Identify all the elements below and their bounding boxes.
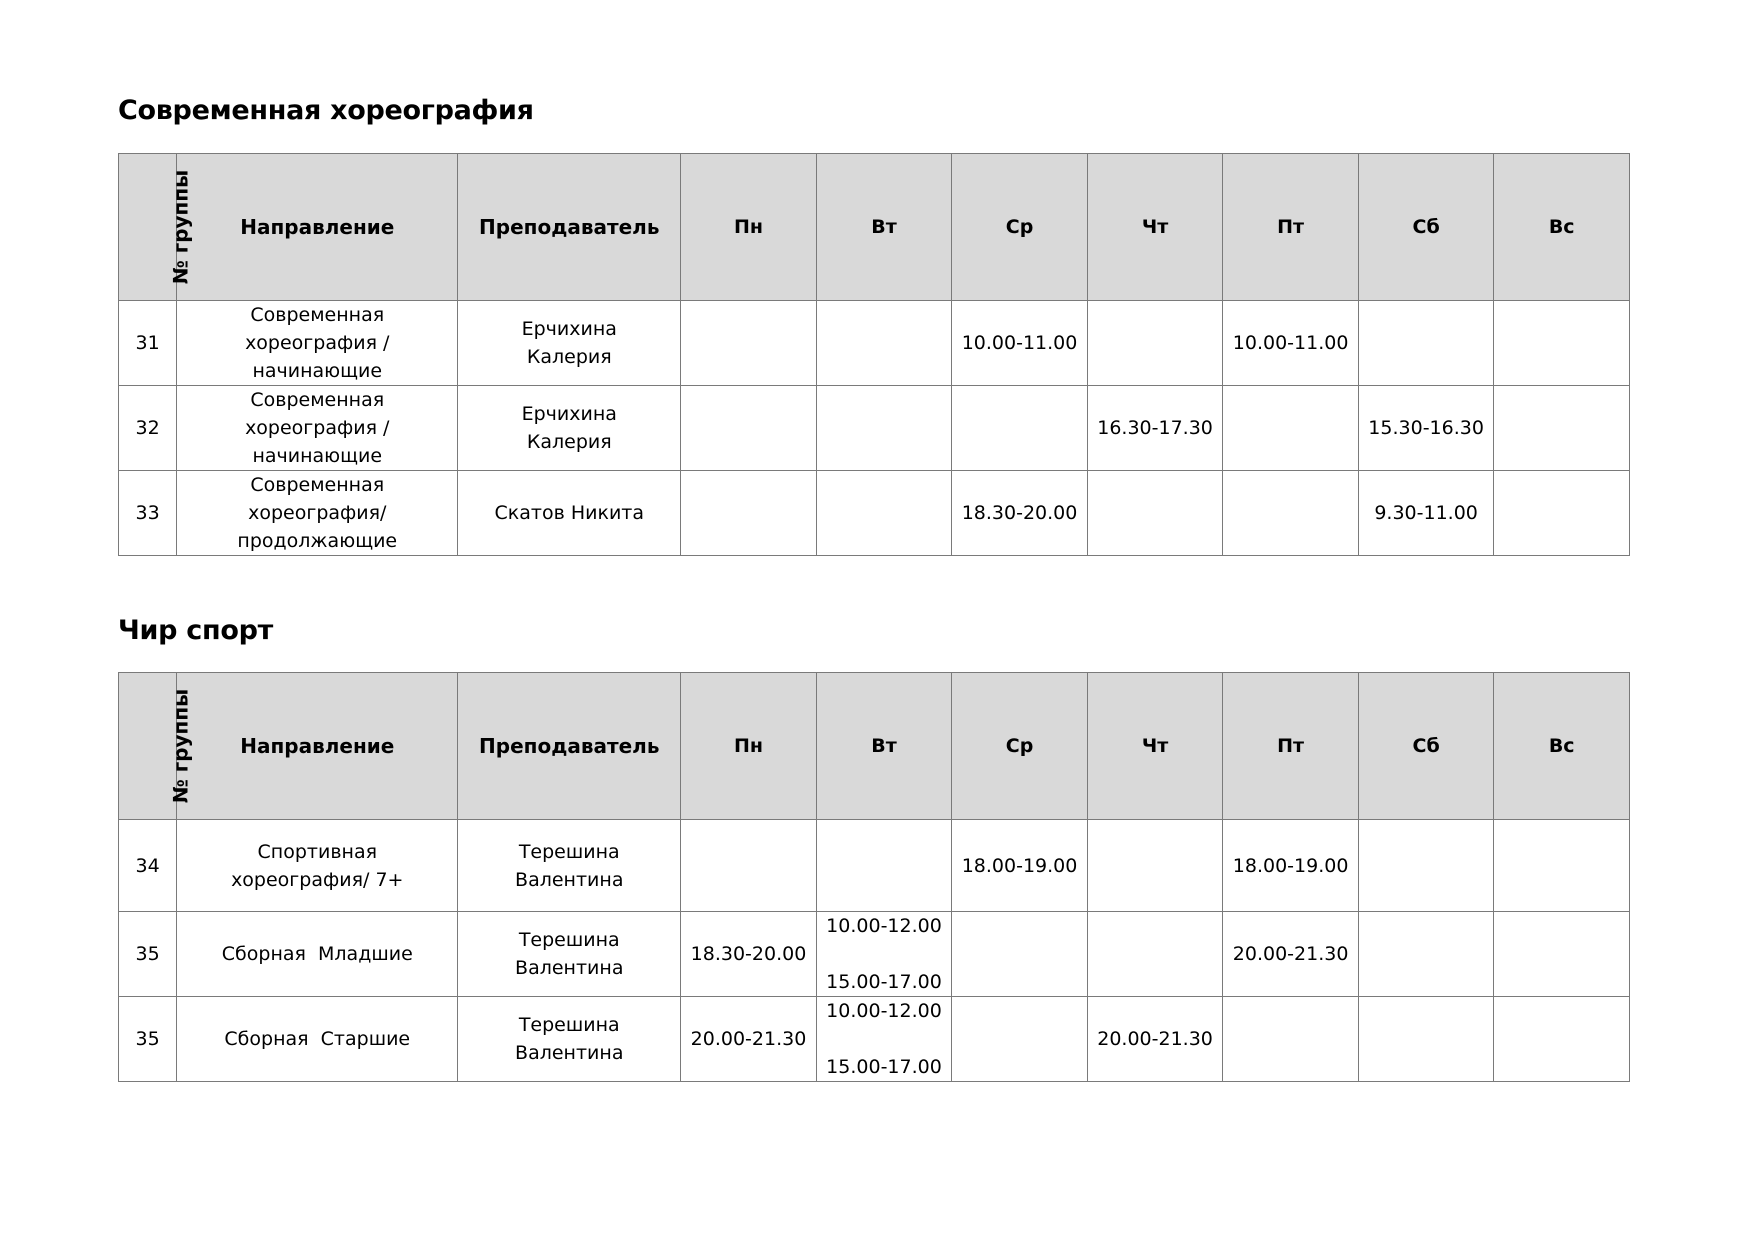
sun-cell (1494, 820, 1630, 912)
fri-cell (1223, 997, 1359, 1082)
direction-cell: Современная хореография / начинающие (177, 301, 458, 386)
header-teacher: Преподаватель (458, 673, 681, 820)
wed-cell: 18.00-19.00 (952, 820, 1088, 912)
group-number: 35 (119, 997, 177, 1082)
group-number: 33 (119, 471, 177, 556)
header-wed: Ср (952, 154, 1088, 301)
tue-time-1: 10.00-12.00 (826, 915, 942, 937)
table-row (119, 471, 1630, 556)
group-number: 32 (119, 386, 177, 471)
table-row (119, 997, 1630, 1082)
teacher-cell: Скатов Никита (458, 471, 681, 556)
fri-cell (1223, 386, 1359, 471)
sat-cell (1358, 820, 1494, 912)
teacher-cell: Терешина Валентина (458, 997, 681, 1082)
header-sun: Вс (1494, 154, 1630, 301)
wed-cell (952, 997, 1088, 1082)
section-title: Чир спорт (118, 615, 273, 646)
sun-cell (1494, 386, 1630, 471)
header-row (119, 673, 1630, 820)
header-direction: Направление (177, 154, 458, 301)
sun-cell (1494, 301, 1630, 386)
schedule-table (118, 153, 1630, 556)
group-number: 31 (119, 301, 177, 386)
header-wed: Ср (952, 673, 1088, 820)
sun-cell (1494, 997, 1630, 1082)
direction-cell: Сборная Младшие (177, 912, 458, 997)
mon-cell: 20.00-21.30 (681, 997, 817, 1082)
table-row (119, 912, 1630, 997)
tue-cell (816, 386, 952, 471)
tue-cell (816, 912, 952, 997)
direction-cell: Современная хореография / начинающие (177, 386, 458, 471)
header-tue: Вт (816, 673, 952, 820)
header-sat: Сб (1358, 673, 1494, 820)
fri-cell: 10.00-11.00 (1223, 301, 1359, 386)
thu-cell (1087, 301, 1223, 386)
header-tue: Вт (816, 154, 952, 301)
header-thu: Чт (1087, 154, 1223, 301)
wed-cell (952, 912, 1088, 997)
thu-cell (1087, 820, 1223, 912)
sun-cell (1494, 912, 1630, 997)
tue-cell (816, 820, 952, 912)
sun-cell (1494, 471, 1630, 556)
header-fri: Пт (1223, 154, 1359, 301)
mon-cell (681, 386, 817, 471)
wed-cell: 18.30-20.00 (952, 471, 1088, 556)
header-mon: Пн (681, 673, 817, 820)
direction-cell: Сборная Старшие (177, 997, 458, 1082)
sat-cell (1358, 912, 1494, 997)
header-thu: Чт (1087, 673, 1223, 820)
tue-time-2: 15.00-17.00 (826, 1056, 942, 1078)
wed-cell (952, 386, 1088, 471)
header-group-number: № группы (119, 154, 177, 301)
thu-cell: 16.30-17.30 (1087, 386, 1223, 471)
header-sun: Вс (1494, 673, 1630, 820)
header-group-number: № группы (119, 673, 177, 820)
section-title: Современная хореография (118, 95, 534, 126)
header-row (119, 154, 1630, 301)
teacher-cell: Ерчихина Калерия (458, 301, 681, 386)
group-number: 35 (119, 912, 177, 997)
sat-cell (1358, 997, 1494, 1082)
teacher-cell: Терешина Валентина (458, 912, 681, 997)
tue-time-2: 15.00-17.00 (826, 971, 942, 993)
wed-cell: 10.00-11.00 (952, 301, 1088, 386)
teacher-cell: Ерчихина Калерия (458, 386, 681, 471)
thu-cell (1087, 912, 1223, 997)
header-direction: Направление (177, 673, 458, 820)
table-row (119, 820, 1630, 912)
fri-cell: 20.00-21.30 (1223, 912, 1359, 997)
header-teacher: Преподаватель (458, 154, 681, 301)
fri-cell: 18.00-19.00 (1223, 820, 1359, 912)
header-mon: Пн (681, 154, 817, 301)
mon-cell (681, 820, 817, 912)
mon-cell: 18.30-20.00 (681, 912, 817, 997)
thu-cell (1087, 471, 1223, 556)
tue-cell (816, 997, 952, 1082)
sat-cell: 9.30-11.00 (1358, 471, 1494, 556)
tue-cell (816, 471, 952, 556)
sat-cell (1358, 301, 1494, 386)
direction-cell: Спортивная хореография/ 7+ (177, 820, 458, 912)
table-row (119, 386, 1630, 471)
fri-cell (1223, 471, 1359, 556)
sat-cell: 15.30-16.30 (1358, 386, 1494, 471)
schedule-table (118, 672, 1630, 1082)
teacher-cell: Терешина Валентина (458, 820, 681, 912)
header-sat: Сб (1358, 154, 1494, 301)
tue-cell (816, 301, 952, 386)
mon-cell (681, 471, 817, 556)
tue-time-1: 10.00-12.00 (826, 1000, 942, 1022)
thu-cell: 20.00-21.30 (1087, 997, 1223, 1082)
direction-cell: Современная хореография/ продолжающие (177, 471, 458, 556)
table-row (119, 301, 1630, 386)
header-fri: Пт (1223, 673, 1359, 820)
mon-cell (681, 301, 817, 386)
group-number: 34 (119, 820, 177, 912)
